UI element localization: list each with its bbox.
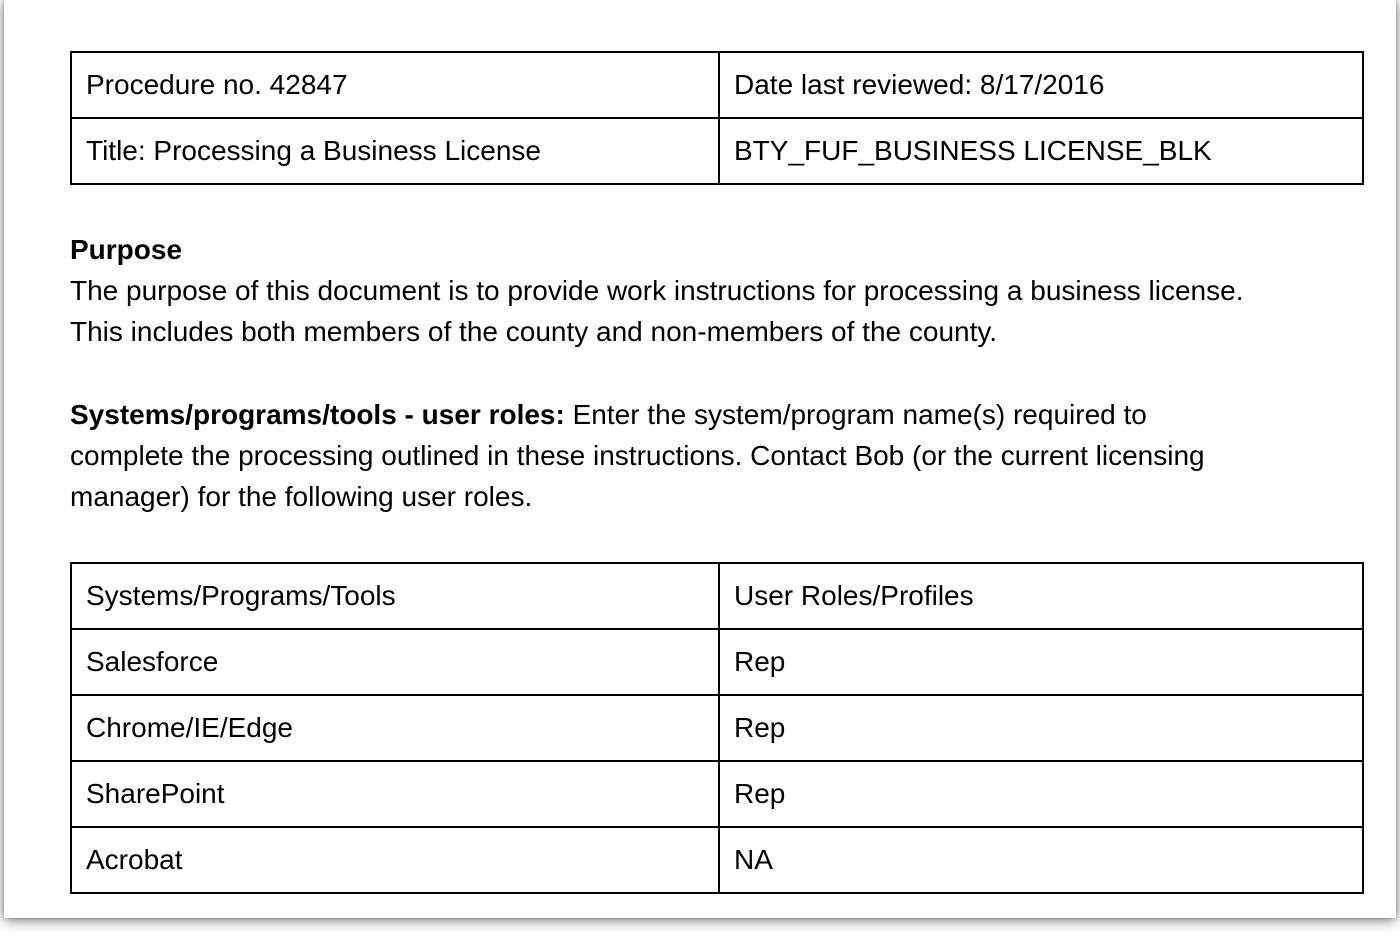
user-roles-table	[70, 562, 1364, 894]
role-cell: Rep	[719, 629, 1363, 695]
procedure-code: BTY_FUF_BUSINESS LICENSE_BLK	[719, 118, 1363, 184]
systems-paragraph-line-1	[70, 394, 1362, 435]
table-header-row	[71, 563, 1363, 629]
procedure-number: Procedure no. 42847	[71, 52, 719, 118]
systems-section	[70, 394, 1362, 517]
procedure-title: Title: Processing a Business License	[71, 118, 719, 184]
table-row	[71, 52, 1363, 118]
document-page	[4, 0, 1396, 918]
purpose-line-2: This includes both members of the county and non-members of the county.	[70, 316, 998, 347]
table-row	[71, 827, 1363, 893]
systems-paragraph-line-3: manager) for the following user roles.	[70, 481, 533, 512]
purpose-line-1: The purpose of this document is to provide work instructions for processing a business license.	[70, 275, 1244, 306]
role-cell: Rep	[719, 695, 1363, 761]
system-cell: Acrobat	[71, 827, 719, 893]
systems-heading: Systems/programs/tools - user roles:	[70, 399, 565, 430]
system-cell: Salesforce	[71, 629, 719, 695]
table-row	[71, 761, 1363, 827]
system-cell: Chrome/IE/Edge	[71, 695, 719, 761]
table-row	[71, 118, 1363, 184]
date-last-reviewed: Date last reviewed: 8/17/2016	[719, 52, 1363, 118]
table-row	[71, 629, 1363, 695]
purpose-section	[70, 229, 1362, 352]
role-cell: Rep	[719, 761, 1363, 827]
column-header-roles: User Roles/Profiles	[719, 563, 1363, 629]
systems-intro-text: Enter the system/program name(s) required to	[564, 399, 1147, 430]
system-cell: SharePoint	[71, 761, 719, 827]
role-cell: NA	[719, 827, 1363, 893]
systems-paragraph-line-2: complete the processing outlined in these instructions. Contact Bob (or the current licensing	[70, 440, 1205, 471]
purpose-heading: Purpose	[70, 234, 183, 265]
column-header-systems: Systems/Programs/Tools	[71, 563, 719, 629]
procedure-header-table	[70, 51, 1364, 185]
table-row	[71, 695, 1363, 761]
